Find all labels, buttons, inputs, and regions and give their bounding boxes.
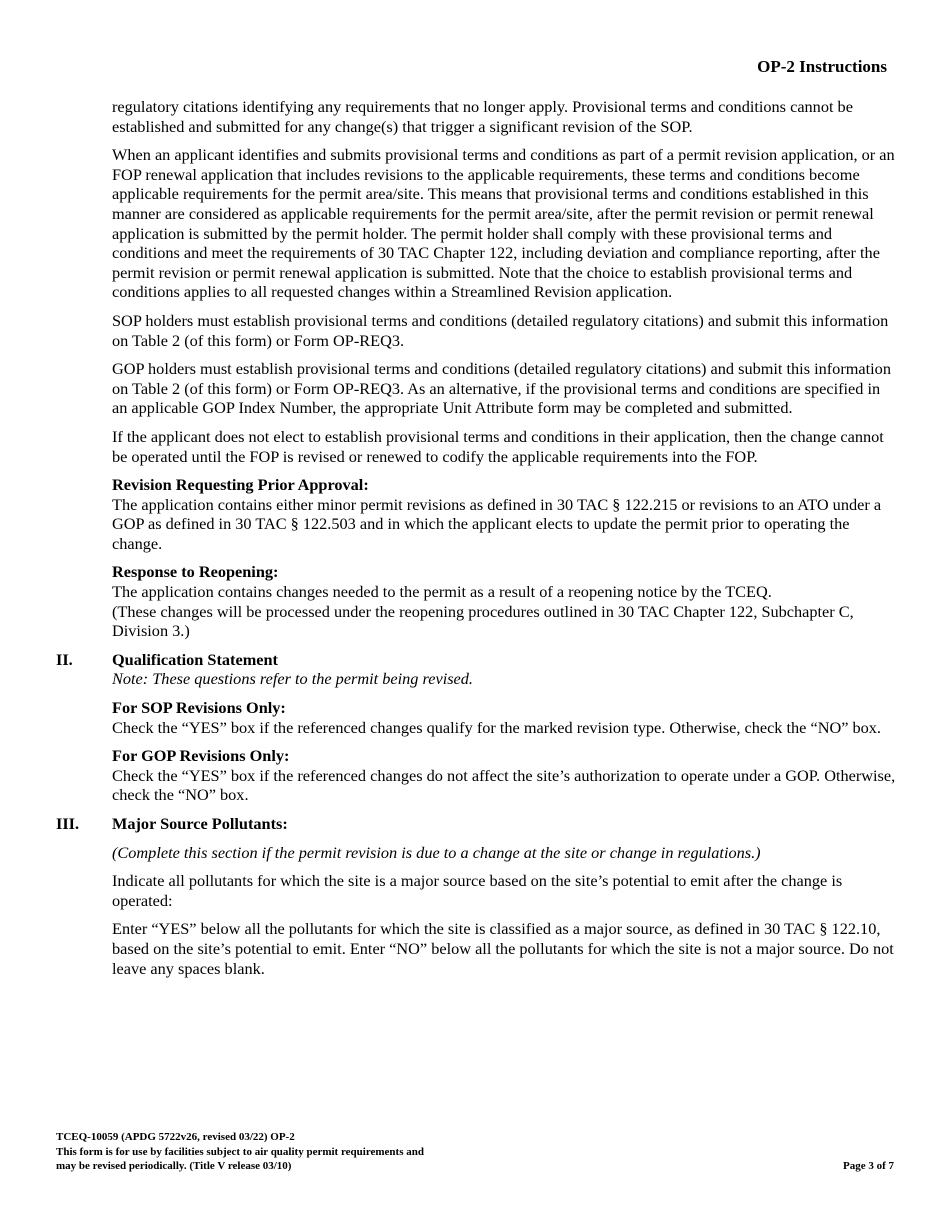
gop-revisions-heading: For GOP Revisions Only:: [112, 746, 290, 766]
prior-approval-text: The application contains either minor permit revisions as defined in 30 TAC § 122.215 or revisions to an ATO under a GOP as defined in 30 TAC § 122.503 and in which the applicant elects to update the permit prior to operating the change.: [112, 494, 882, 553]
section-3-instruction: (Complete this section if the permit revision is due to a change at the site or change in regulations.): [112, 842, 761, 862]
paragraph-no-election: If the applicant does not elect to establish provisional terms and conditions in their application, then the change cannot be operated until the FOP is revised or renewed to codify the applicable requirements into the FOP.: [112, 426, 884, 466]
section-2-number: II.: [56, 649, 73, 669]
section-2-title: Qualification Statement: [112, 649, 278, 669]
reopening-text-1: The application contains changes needed to the permit as a result of a reopening notice by the TCEQ.: [112, 582, 772, 602]
paragraph-provisional-applicant: When an applicant identifies and submits provisional terms and conditions as part of a permit revision application, or an FOP renewal application that includes revisions to the applicable requirements, these terms and conditions become applicable requirements for the permit area/site. This means that provisional terms and conditions established in this manner are considered as applicable requirements for the permit area/site, after the permit revision or permit renewal application is submitted by the permit holder. The permit holder shall comply with these provisional terms and conditions and meet the requirements of 30 TAC Chapter 122, including deviation and compliance reporting, after the permit revision or permit renewal application is submitted. Note that the choice to establish provisional terms and conditions applies to all requested changes within a Streamlined Revision application.: [112, 145, 895, 302]
prior-approval-heading: Revision Requesting Prior Approval:: [112, 475, 369, 495]
footer-form-id: TCEQ-10059 (APDG 5722v26, revised 03/22) OP-2: [56, 1131, 295, 1143]
reopening-heading: Response to Reopening:: [112, 562, 279, 582]
page-number: Page 3 of 7: [842, 1160, 894, 1172]
section-2-note: Note: These questions refer to the permit being revised.: [112, 669, 473, 689]
paragraph-gop-holders: GOP holders must establish provisional terms and conditions (detailed regulatory citations) and submit this information on Table 2 (of this form) or Form OP-REQ3. As an alternative, if the provisional terms and conditions are specified in an applicable GOP Index Number, the appropriate Unit Attribute form may be completed and submitted.: [112, 359, 891, 418]
section-3-enter-text: Enter “YES” below all the pollutants for which the site is classified as a major source, as defined in 30 TAC § 122.10, based on the site’s potential to emit. Enter “NO” below all the pollutants for which the site is not a major source. Do not leave any spaces blank.: [112, 919, 894, 978]
section-3-indicate-text: Indicate all pollutants for which the site is a major source based on the site’s potential to emit after the change is operated:: [112, 871, 843, 910]
section-3-heading: [56, 814, 896, 834]
section-3-number: III.: [56, 814, 80, 833]
document-body: [56, 97, 896, 987]
section-2-heading: [56, 650, 896, 670]
paragraph-provisional-intro: regulatory citations identifying any requirements that no longer apply. Provisional terms and conditions cannot be established and submitted for any change(s) that trigger a significant revision of the SOP.: [112, 97, 853, 136]
footer-usage-line-2: may be revised periodically. (Title V release 03/10): [56, 1160, 292, 1172]
gop-revisions-text: Check the “YES” box if the referenced changes do not affect the site’s authorization to operate under a GOP. Otherwise, check the “NO” box.: [112, 765, 896, 805]
footer-usage-line-1: This form is for use by facilities subject to air quality permit requirements and: [56, 1145, 424, 1158]
reopening-text-2: (These changes will be processed under the reopening procedures outlined in 30 TAC Chapter 122, Subchapter C, Division 3.): [112, 601, 854, 641]
sop-revisions-heading: For SOP Revisions Only:: [112, 698, 286, 718]
sop-revisions-text: Check the “YES” box if the referenced changes qualify for the marked revision type. Otherwise, check the “NO” box.: [112, 717, 881, 737]
footer-form-info: [56, 1130, 516, 1174]
paragraph-sop-holders: SOP holders must establish provisional terms and conditions (detailed regulatory citations) and submit this information on Table 2 (of this form) or Form OP-REQ3.: [112, 310, 889, 350]
section-3-title: Major Source Pollutants:: [112, 814, 288, 833]
page-header-title: OP-2 Instructions: [757, 57, 887, 76]
